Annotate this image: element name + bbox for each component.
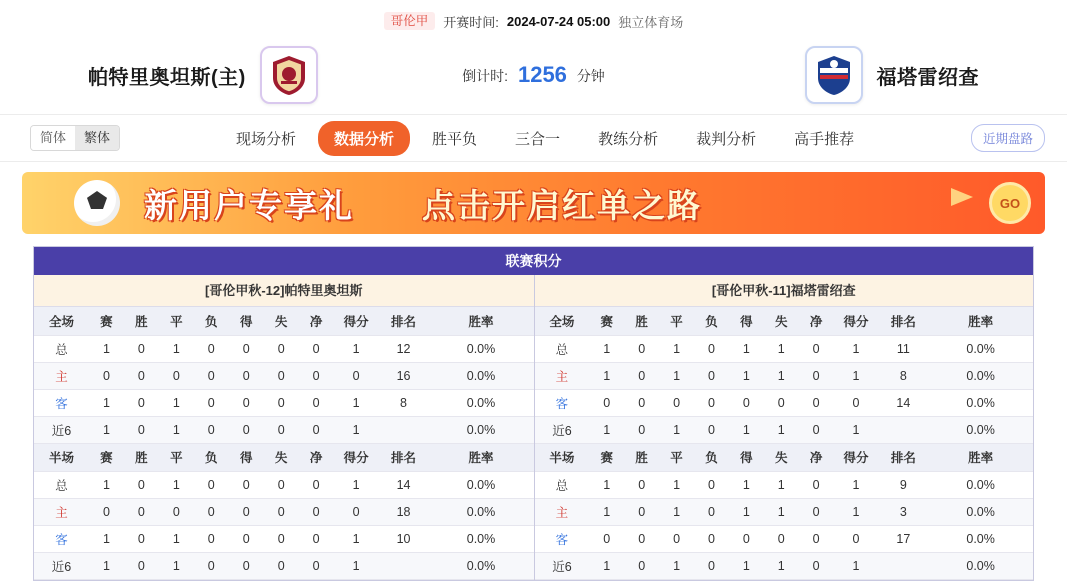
home-half-table bbox=[34, 444, 534, 581]
table-row: 近6 1 0 1 0 1 1 0 1 0.0% bbox=[535, 553, 1034, 580]
th-lose: 负 bbox=[194, 307, 229, 335]
home-standings bbox=[34, 275, 534, 580]
th-scope: 全场 bbox=[34, 307, 89, 335]
table-row: 主 1 0 1 0 1 1 0 1 3 0.0% bbox=[535, 499, 1034, 526]
th-scope: 全场 bbox=[535, 307, 590, 335]
standings-title: 联赛积分 bbox=[34, 247, 1033, 275]
th-rank: 排名 bbox=[379, 444, 429, 472]
table-header-row bbox=[34, 307, 534, 335]
table-row: 总 1 0 1 0 0 0 0 1 12 0.0% bbox=[34, 335, 534, 362]
table-row: 近6 1 0 1 0 1 1 0 1 0.0% bbox=[535, 416, 1034, 443]
th-rank: 排名 bbox=[878, 444, 928, 472]
th-scope: 半场 bbox=[535, 444, 590, 472]
th-played: 赛 bbox=[89, 444, 124, 472]
th-goal-diff: 净 bbox=[299, 307, 334, 335]
th-win-rate: 胜率 bbox=[928, 307, 1033, 335]
th-win: 胜 bbox=[124, 444, 159, 472]
th-lose: 负 bbox=[694, 444, 729, 472]
league-tag: 哥伦甲 bbox=[384, 12, 436, 31]
row-label: 近6 bbox=[535, 553, 590, 580]
main-nav bbox=[0, 114, 1067, 162]
away-half-table bbox=[535, 444, 1034, 581]
th-goal-diff: 净 bbox=[299, 444, 334, 472]
away-team-crest-icon bbox=[805, 46, 863, 104]
th-played: 赛 bbox=[589, 307, 624, 335]
th-draw: 平 bbox=[159, 444, 194, 472]
football-icon bbox=[74, 180, 120, 226]
th-points: 得分 bbox=[334, 444, 379, 472]
th-draw: 平 bbox=[659, 444, 694, 472]
tab-data-analysis[interactable]: 数据分析 bbox=[318, 121, 410, 156]
row-label: 总 bbox=[34, 335, 89, 362]
th-played: 赛 bbox=[589, 444, 624, 472]
row-label: 总 bbox=[535, 335, 590, 362]
row-label: 客 bbox=[535, 526, 590, 553]
th-points: 得分 bbox=[334, 307, 379, 335]
th-goals-for: 得 bbox=[229, 444, 264, 472]
table-row: 客 0 0 0 0 0 0 0 0 14 0.0% bbox=[535, 389, 1034, 416]
table-row: 主 0 0 0 0 0 0 0 0 16 0.0% bbox=[34, 362, 534, 389]
row-label: 客 bbox=[34, 389, 89, 416]
row-label: 主 bbox=[34, 499, 89, 526]
table-row: 近6 1 0 1 0 0 0 0 1 0.0% bbox=[34, 553, 534, 580]
banner-arrow-icon bbox=[951, 188, 973, 206]
table-header-row bbox=[535, 307, 1034, 335]
row-label: 近6 bbox=[34, 553, 89, 580]
promo-banner[interactable] bbox=[22, 172, 1045, 234]
away-team[interactable] bbox=[805, 46, 980, 104]
table-row: 客 0 0 0 0 0 0 0 0 17 0.0% bbox=[535, 526, 1034, 553]
row-label: 客 bbox=[535, 389, 590, 416]
row-label: 主 bbox=[535, 362, 590, 389]
table-header-row bbox=[535, 444, 1034, 472]
banner-text-primary: 新用户专享礼 bbox=[144, 186, 354, 224]
standings-panel bbox=[33, 246, 1034, 581]
th-goals-against: 失 bbox=[264, 307, 299, 335]
table-row: 总 1 0 1 0 1 1 0 1 9 0.0% bbox=[535, 472, 1034, 499]
row-label: 近6 bbox=[34, 416, 89, 443]
th-points: 得分 bbox=[834, 444, 879, 472]
countdown-label: 倒计时: bbox=[462, 68, 509, 84]
recent-odds-button[interactable]: 近期盘路 bbox=[971, 124, 1045, 152]
lang-traditional[interactable]: 繁体 bbox=[75, 126, 119, 150]
home-team-name: 帕特里奥坦斯(主) bbox=[88, 66, 246, 89]
teams-header bbox=[0, 36, 1067, 114]
th-goals-against: 失 bbox=[264, 444, 299, 472]
away-team-name: 福塔雷绍查 bbox=[876, 66, 979, 89]
th-goal-diff: 净 bbox=[799, 307, 834, 335]
row-label: 总 bbox=[34, 472, 89, 499]
th-rank: 排名 bbox=[379, 307, 429, 335]
tab-live-analysis[interactable]: 现场分析 bbox=[236, 130, 297, 148]
away-standings-title: [哥伦甲秋-11]福塔雷绍查 bbox=[535, 275, 1034, 307]
table-row: 总 1 0 1 0 0 0 0 1 14 0.0% bbox=[34, 472, 534, 499]
table-row: 客 1 0 1 0 0 0 0 1 8 0.0% bbox=[34, 389, 534, 416]
language-switch[interactable] bbox=[30, 125, 120, 151]
th-goals-against: 失 bbox=[764, 307, 799, 335]
away-full-table bbox=[535, 307, 1034, 444]
home-standings-title: [哥伦甲秋-12]帕特里奥坦斯 bbox=[34, 275, 534, 307]
table-row: 主 0 0 0 0 0 0 0 0 18 0.0% bbox=[34, 499, 534, 526]
nav-items bbox=[220, 121, 870, 156]
th-win-rate: 胜率 bbox=[429, 307, 534, 335]
row-label: 主 bbox=[535, 499, 590, 526]
row-label: 主 bbox=[34, 362, 89, 389]
th-goals-for: 得 bbox=[229, 307, 264, 335]
away-standings bbox=[534, 275, 1034, 580]
tab-coach-analysis[interactable]: 教练分析 bbox=[598, 130, 659, 148]
th-points: 得分 bbox=[834, 307, 879, 335]
th-goals-for: 得 bbox=[729, 444, 764, 472]
th-lose: 负 bbox=[694, 307, 729, 335]
th-draw: 平 bbox=[159, 307, 194, 335]
tab-win-draw-lose[interactable]: 胜平负 bbox=[432, 130, 478, 148]
th-win: 胜 bbox=[124, 307, 159, 335]
table-row: 近6 1 0 1 0 0 0 0 1 0.0% bbox=[34, 416, 534, 443]
table-header-row bbox=[34, 444, 534, 472]
row-label: 客 bbox=[34, 526, 89, 553]
table-row: 主 1 0 1 0 1 1 0 1 8 0.0% bbox=[535, 362, 1034, 389]
tab-referee-analysis[interactable]: 裁判分析 bbox=[696, 130, 757, 148]
th-goals-for: 得 bbox=[729, 307, 764, 335]
match-meta-bar bbox=[0, 0, 1067, 36]
row-label: 总 bbox=[535, 472, 590, 499]
th-draw: 平 bbox=[659, 307, 694, 335]
row-label: 近6 bbox=[535, 416, 590, 443]
table-row: 客 1 0 1 0 0 0 0 1 10 0.0% bbox=[34, 526, 534, 553]
table-row: 总 1 0 1 0 1 1 0 1 11 0.0% bbox=[535, 335, 1034, 362]
kickoff-label: 开赛时间: bbox=[443, 14, 499, 30]
tab-three-in-one[interactable]: 三合一 bbox=[515, 130, 561, 148]
th-lose: 负 bbox=[194, 444, 229, 472]
th-goal-diff: 净 bbox=[799, 444, 834, 472]
th-goals-against: 失 bbox=[764, 444, 799, 472]
venue-name: 独立体育场 bbox=[618, 14, 684, 30]
th-played: 赛 bbox=[89, 307, 124, 335]
home-full-table bbox=[34, 307, 534, 444]
countdown-value: 1256 bbox=[517, 62, 567, 87]
banner-go-button[interactable]: GO bbox=[989, 182, 1031, 224]
th-win: 胜 bbox=[624, 444, 659, 472]
kickoff-value: 2024-07-24 05:00 bbox=[506, 13, 611, 29]
th-rank: 排名 bbox=[878, 307, 928, 335]
th-win-rate: 胜率 bbox=[928, 444, 1033, 472]
banner-text-secondary: 点击开启红单之路 bbox=[422, 186, 702, 224]
countdown-unit: 分钟 bbox=[576, 68, 605, 84]
th-win-rate: 胜率 bbox=[429, 444, 534, 472]
th-win: 胜 bbox=[624, 307, 659, 335]
lang-simplified[interactable]: 简体 bbox=[31, 126, 75, 150]
tab-expert-picks[interactable]: 高手推荐 bbox=[794, 130, 855, 148]
th-scope: 半场 bbox=[34, 444, 89, 472]
